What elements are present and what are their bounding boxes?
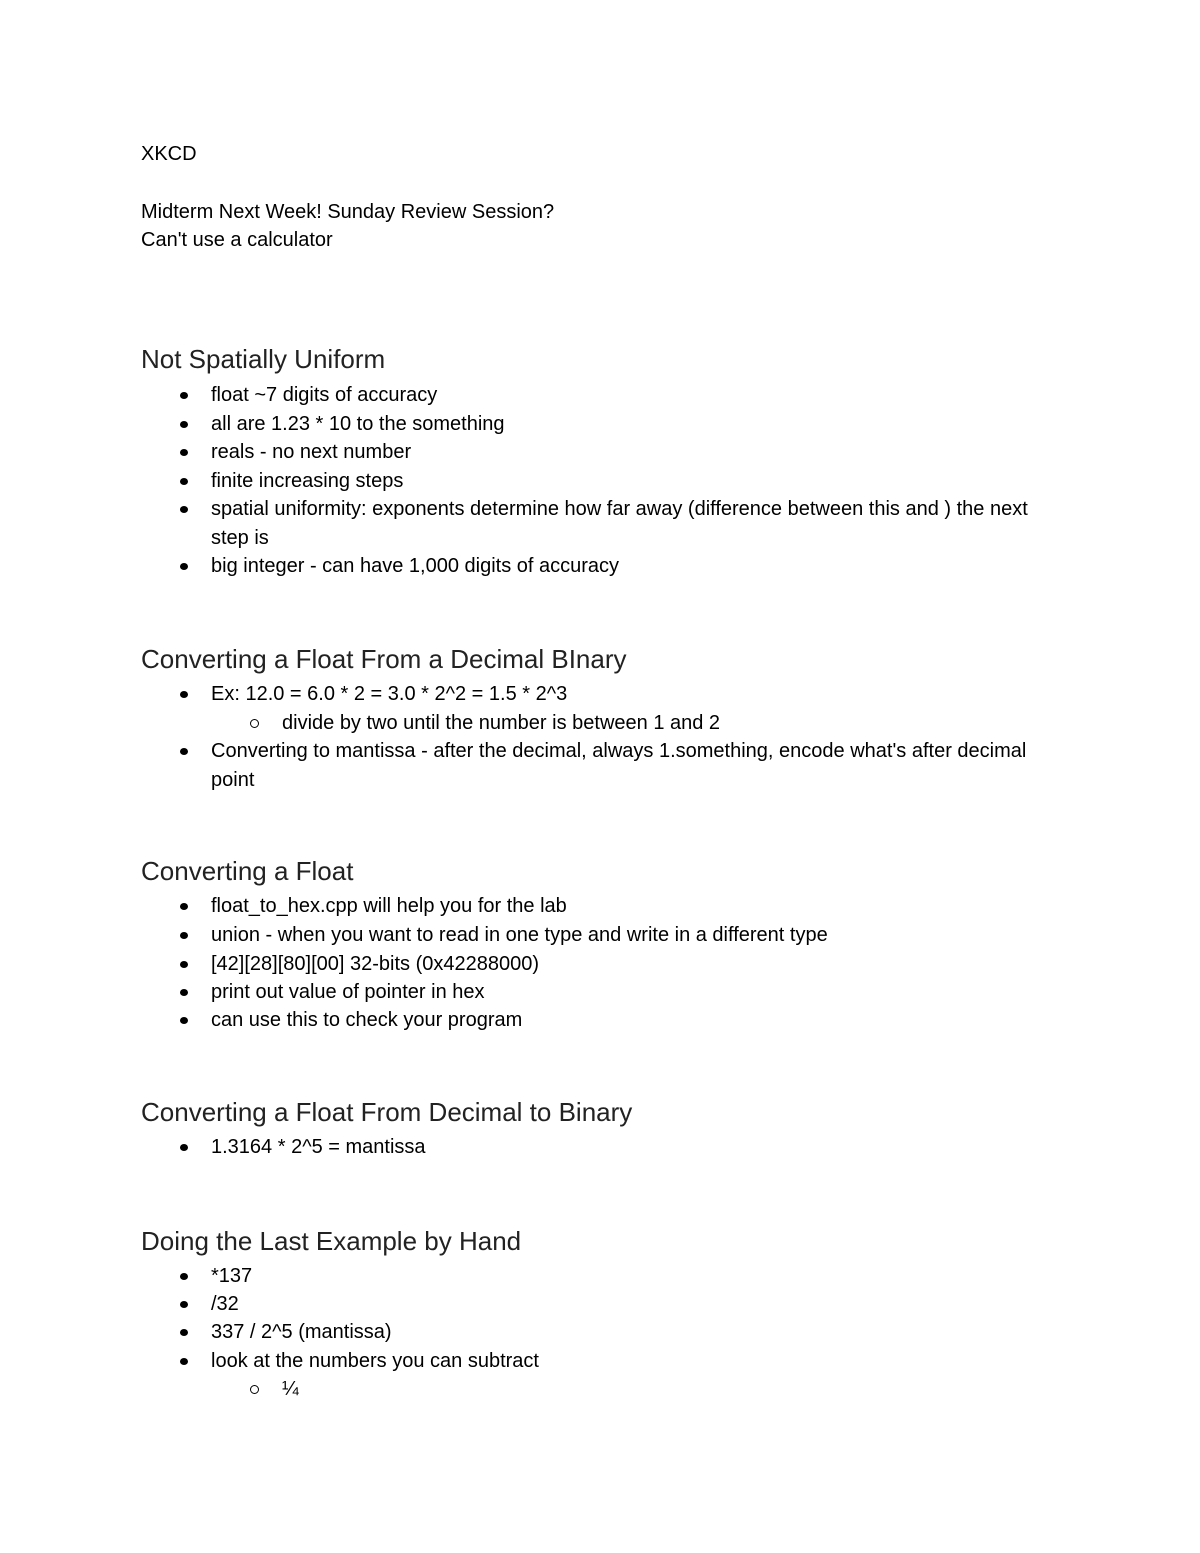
list-item-text: Ex: 12.0 = 6.0 * 2 = 3.0 * 2^2 = 1.5 * 2^3 bbox=[211, 683, 568, 705]
section-heading: Converting a Float From Decimal to Binary bbox=[141, 1097, 633, 1127]
list-item-text: *137 bbox=[211, 1265, 253, 1287]
bullet-icon bbox=[180, 961, 188, 968]
list-item bbox=[176, 1290, 1056, 1319]
list-item-text: 337 / 2^5 (mantissa) bbox=[211, 1321, 392, 1343]
bullet-icon bbox=[180, 1358, 188, 1365]
section-heading: Doing the Last Example by Hand bbox=[141, 1226, 522, 1256]
list-item bbox=[176, 1347, 1056, 1376]
bullet-icon bbox=[180, 421, 188, 428]
list-item-text: reals - no next number bbox=[211, 441, 412, 463]
bullet-icon bbox=[180, 506, 188, 513]
list-item-text: union - when you want to read in one type and write in a different type bbox=[211, 924, 828, 946]
list-item-text: /32 bbox=[211, 1293, 239, 1315]
sub-list-item bbox=[247, 1375, 1047, 1404]
list-item bbox=[176, 892, 1056, 921]
list-item bbox=[176, 495, 1056, 552]
bullet-icon bbox=[180, 748, 188, 755]
list-item-text: can use this to check your program bbox=[211, 1009, 523, 1031]
list-item bbox=[176, 438, 1056, 467]
list-item-text: big integer - can have 1,000 digits of accuracy bbox=[211, 555, 620, 577]
list-item-text: look at the numbers you can subtract bbox=[211, 1350, 539, 1372]
list-item bbox=[176, 950, 1056, 979]
list-item bbox=[176, 1318, 1056, 1347]
intro-line: Midterm Next Week! Sunday Review Session? bbox=[141, 201, 555, 223]
list-item bbox=[176, 978, 1056, 1007]
section-heading: Not Spatially Uniform bbox=[141, 344, 386, 374]
bullet-icon bbox=[180, 392, 188, 399]
list-item-text: spatial uniformity: exponents determine how far away (difference between this and ) the next step is bbox=[211, 498, 1028, 549]
intro-line: Can't use a calculator bbox=[141, 229, 333, 251]
sub-list-item-text: ¼ bbox=[282, 1378, 299, 1400]
list-item bbox=[176, 737, 1056, 794]
list-item-text: all are 1.23 * 10 to the something bbox=[211, 412, 505, 435]
section-heading: Converting a Float From a Decimal BInary bbox=[141, 644, 627, 674]
bullet-icon bbox=[180, 989, 188, 996]
list-item bbox=[176, 1262, 1056, 1291]
list-item bbox=[176, 552, 1056, 581]
doc-title: XKCD bbox=[141, 143, 197, 165]
sub-list-item bbox=[247, 709, 1047, 738]
list-item-text: 1.3164 * 2^5 = mantissa bbox=[211, 1136, 426, 1158]
list-item-text: float_to_hex.cpp will help you for the lab bbox=[211, 895, 567, 917]
list-item bbox=[176, 410, 1056, 439]
hollow-bullet-icon bbox=[250, 719, 259, 728]
bullet-icon bbox=[180, 1329, 188, 1336]
list-item bbox=[176, 1006, 1056, 1035]
sub-list-item-text: divide by two until the number is between 1 and 2 bbox=[282, 711, 721, 734]
bullet-icon bbox=[180, 932, 188, 939]
bullet-icon bbox=[180, 449, 188, 456]
bullet-icon bbox=[180, 1144, 188, 1151]
list-item bbox=[176, 921, 1056, 950]
bullet-icon bbox=[180, 1301, 188, 1308]
bullet-icon bbox=[180, 563, 188, 570]
bullet-icon bbox=[180, 1017, 188, 1024]
list-item-text: Converting to mantissa - after the decimal, always 1.something, encode what's after decimal point bbox=[211, 740, 1027, 791]
bullet-icon bbox=[180, 478, 188, 485]
list-item bbox=[176, 381, 1056, 410]
list-item-text: finite increasing steps bbox=[211, 469, 404, 492]
bullet-icon bbox=[180, 903, 188, 910]
list-item-text: float ~7 digits of accuracy bbox=[211, 384, 438, 406]
hollow-bullet-icon bbox=[250, 1385, 259, 1394]
bullet-icon bbox=[180, 1273, 188, 1280]
list-item-text: print out value of pointer in hex bbox=[211, 981, 485, 1003]
list-item bbox=[176, 1133, 1056, 1162]
bullet-icon bbox=[180, 691, 188, 698]
list-item-text: [42][28][80][00] 32-bits (0x42288000) bbox=[211, 953, 540, 975]
section-heading: Converting a Float bbox=[141, 856, 354, 886]
list-item bbox=[176, 680, 1056, 709]
list-item bbox=[176, 467, 1056, 496]
